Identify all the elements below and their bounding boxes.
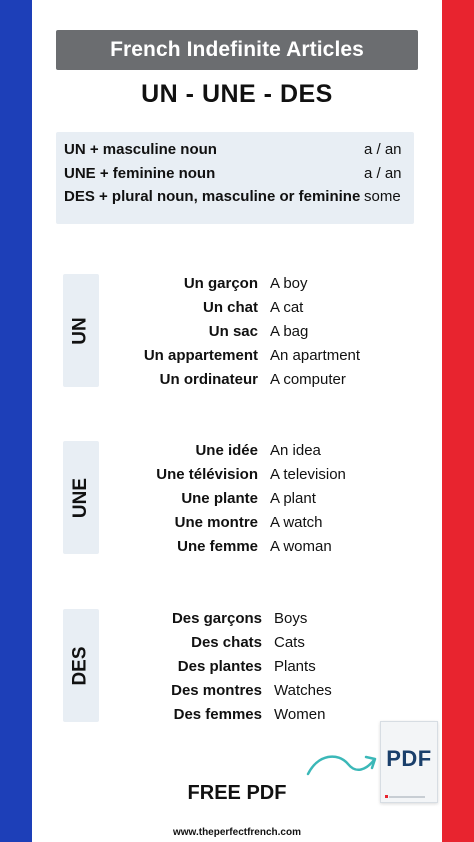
english-word: A watch (270, 513, 323, 531)
english-word: A cat (270, 299, 304, 317)
english-word: A boy (270, 275, 308, 293)
list-item (100, 510, 440, 534)
english-word: An apartment (270, 346, 361, 364)
english-word: An idea (270, 442, 321, 460)
free-pdf-link[interactable]: FREE PDF (187, 782, 287, 804)
summary-panel (56, 132, 414, 224)
english-word: Watches (274, 681, 332, 699)
french-word: Une idée (195, 442, 258, 460)
english-word: A computer (270, 370, 346, 388)
french-word: Une femme (177, 537, 258, 555)
list-item (100, 487, 440, 511)
list-item (100, 439, 440, 463)
word-list-un (100, 272, 440, 391)
french-word: Des femmes (173, 705, 262, 723)
english-word: A plant (270, 489, 316, 507)
curved-arrow-icon (304, 748, 380, 782)
list-item (100, 367, 440, 391)
english-word: Cats (274, 634, 305, 652)
list-item (100, 296, 440, 320)
french-word: Un ordinateur (159, 370, 258, 388)
page-title: French Indefinite Articles (56, 30, 418, 70)
flag-red-stripe (442, 0, 474, 842)
page-subtitle: UN - UNE - DES (141, 80, 333, 108)
french-word: Une montre (174, 513, 258, 531)
french-word: Des garçons (171, 610, 262, 628)
list-item (100, 534, 440, 558)
list-item (100, 631, 440, 655)
french-word: Un appartement (143, 346, 258, 364)
french-word: Une plante (181, 489, 258, 507)
french-word: Une télévision (156, 466, 258, 484)
footer-url[interactable]: www.theperfectfrench.com (173, 827, 301, 838)
summary-translation: a / an (364, 164, 402, 182)
summary-translation: some (364, 188, 401, 205)
french-word: Des chats (191, 634, 262, 652)
english-word: Plants (274, 657, 316, 675)
english-word: A bag (270, 322, 309, 340)
english-word: Women (274, 705, 326, 723)
summary-rule: UN + masculine noun (64, 141, 217, 158)
french-word: Un sac (208, 322, 258, 340)
summary-row (64, 188, 404, 212)
word-list-une (100, 439, 440, 558)
flag-blue-stripe (0, 0, 32, 842)
list-item (100, 655, 440, 679)
summary-row (64, 141, 404, 165)
group-label: UNE (70, 477, 91, 518)
group-tab-des (63, 609, 99, 722)
group-label: DES (70, 645, 92, 686)
group-label: UN (69, 316, 91, 345)
summary-rule: UNE + feminine noun (64, 164, 216, 182)
pdf-label: PDF (386, 746, 432, 771)
list-item (100, 678, 440, 702)
french-word: Un chat (202, 299, 258, 317)
french-word: Des montres (171, 681, 262, 699)
list-item (100, 607, 440, 631)
article-sheet (32, 0, 442, 842)
group-tab-une (63, 441, 99, 554)
summary-rule: DES + plural noun, masculine or feminine (64, 188, 361, 205)
english-word: A television (270, 466, 346, 484)
list-item (100, 463, 440, 487)
summary-translation: a / an (364, 141, 402, 158)
summary-row (64, 165, 404, 189)
english-word: A woman (270, 537, 332, 555)
word-list-des (100, 607, 440, 726)
list-item (100, 343, 440, 367)
french-word: Un garçon (183, 275, 258, 293)
list-item (100, 320, 440, 344)
group-tab-un (63, 274, 99, 387)
list-item (100, 272, 440, 296)
french-word: Des plantes (177, 657, 262, 675)
english-word: Boys (274, 610, 308, 628)
